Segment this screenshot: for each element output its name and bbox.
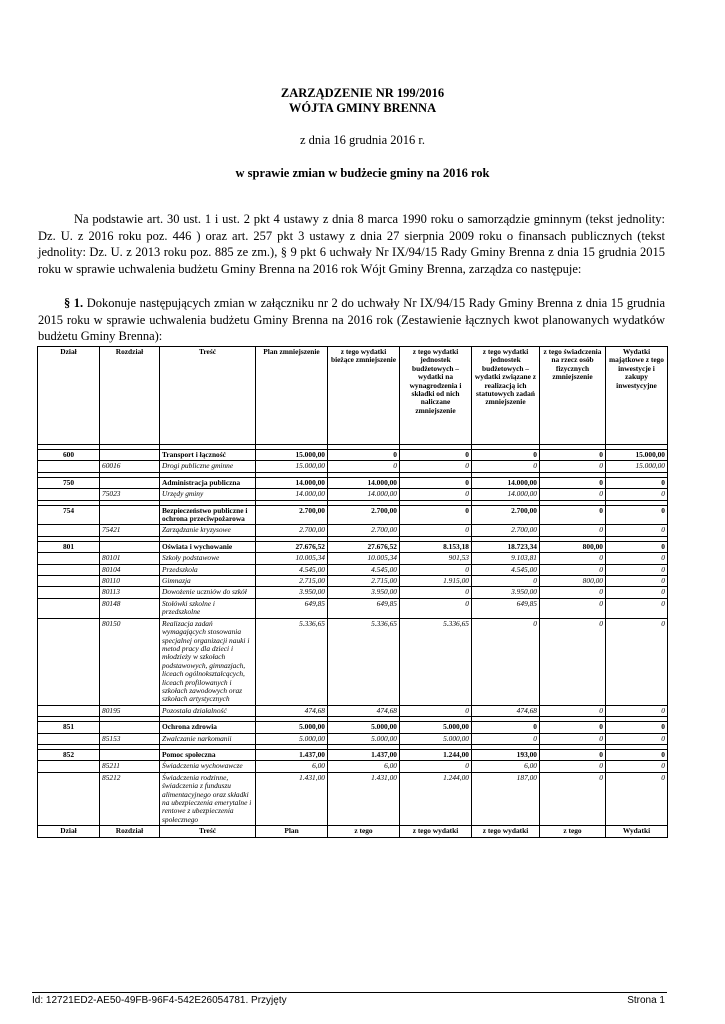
table-cell: 0 xyxy=(606,564,668,575)
table-cell: 1.244,00 xyxy=(400,749,472,760)
column-header: Dział xyxy=(38,347,100,445)
table-cell: 0 xyxy=(472,450,540,461)
table-cell: 80150 xyxy=(100,618,160,705)
table-cell: 0 xyxy=(606,598,668,618)
table-cell: 0 xyxy=(540,525,606,536)
table-cell: 0 xyxy=(472,722,540,733)
table-cell: 85211 xyxy=(100,761,160,772)
table-cell: 0 xyxy=(400,564,472,575)
table-row xyxy=(38,772,668,825)
table-cell: Stołówki szkolne i przedszkolne xyxy=(160,598,256,618)
table-cell: 800,00 xyxy=(540,541,606,552)
table-cell: 10.005,34 xyxy=(328,553,400,564)
table-cell: 2.700,00 xyxy=(256,525,328,536)
table-cell: 0 xyxy=(606,587,668,598)
table-cell: 0 xyxy=(606,541,668,552)
table-cell: 801 xyxy=(38,541,100,552)
table-cell: 0 xyxy=(328,461,400,472)
table-cell: 1.244,00 xyxy=(400,772,472,825)
table-cell xyxy=(38,576,100,587)
budget-table xyxy=(37,346,668,838)
table-cell: 5.000,00 xyxy=(400,722,472,733)
table-cell: 14.000,00 xyxy=(328,477,400,488)
table-cell xyxy=(100,722,160,733)
table-cell: 10.005,34 xyxy=(256,553,328,564)
table-cell: 750 xyxy=(38,477,100,488)
table-cell: 1.437,00 xyxy=(328,749,400,760)
table-cell: 0 xyxy=(400,525,472,536)
table-row xyxy=(38,733,668,744)
table-cell xyxy=(38,553,100,564)
table-body xyxy=(38,445,668,838)
column-header: Rozdział xyxy=(100,347,160,445)
table-cell: 0 xyxy=(540,722,606,733)
table-cell: Drogi publiczne gminne xyxy=(160,461,256,472)
table-cell: 15.000,00 xyxy=(256,450,328,461)
table-cell: 2.700,00 xyxy=(328,505,400,525)
table-cell: 0 xyxy=(606,505,668,525)
table-cell: 0 xyxy=(540,598,606,618)
table-cell: 27.676,52 xyxy=(328,541,400,552)
table-cell: 649,85 xyxy=(256,598,328,618)
table-cell: 80195 xyxy=(100,705,160,716)
table-cell: 14.000,00 xyxy=(328,489,400,500)
table-cell: 85153 xyxy=(100,733,160,744)
table-cell xyxy=(38,733,100,744)
table-cell: 0 xyxy=(606,576,668,587)
table-cell: 0 xyxy=(606,525,668,536)
table-cell: 75421 xyxy=(100,525,160,536)
table-cell xyxy=(38,618,100,705)
table-cell: 0 xyxy=(606,761,668,772)
table-cell: 15.000,00 xyxy=(256,461,328,472)
table-row xyxy=(38,450,668,461)
table-cell: 0 xyxy=(472,461,540,472)
table-cell: 1.437,00 xyxy=(256,749,328,760)
table-cell: 0 xyxy=(540,553,606,564)
table-row xyxy=(38,587,668,598)
table-footer-row xyxy=(38,826,668,837)
table-cell: 1.431,00 xyxy=(328,772,400,825)
column-header: z tego wydatki jednostek budżetowych – wydatki związane z realizacją ich statutowych zadań zmniejszenie xyxy=(472,347,540,445)
table-cell xyxy=(100,749,160,760)
table-cell: 0 xyxy=(540,618,606,705)
table-cell: 27.676,52 xyxy=(256,541,328,552)
section-1-text: Dokonuje następujących zmian w załączniku nr 2 do uchwały Nr IX/94/15 Rady Gminy Brenna z dnia 15 grudnia 2015 roku w sprawie uchwalenia budżetu Gminy Brenna na 2016 rok (Zestawienie łącznych kwot planowanych wydatków budżetu Gminy Brenna): xyxy=(38,296,666,343)
table-cell: 474,68 xyxy=(256,705,328,716)
table-cell: 0 xyxy=(540,587,606,598)
table-row xyxy=(38,505,668,525)
table-cell: 3.950,00 xyxy=(472,587,540,598)
table-cell: 0 xyxy=(606,477,668,488)
table-cell: 5.336,65 xyxy=(400,618,472,705)
footer-column-header: z tego xyxy=(540,826,606,837)
table-cell: 80101 xyxy=(100,553,160,564)
table-cell: 0 xyxy=(400,587,472,598)
table-cell: 0 xyxy=(472,733,540,744)
footer-column-header: Wydatki xyxy=(606,826,668,837)
table-row xyxy=(38,553,668,564)
column-header: Plan zmniejszenie xyxy=(256,347,328,445)
table-cell xyxy=(38,598,100,618)
table-cell: Przedszkola xyxy=(160,564,256,575)
table-cell: 0 xyxy=(400,598,472,618)
table-cell xyxy=(38,761,100,772)
column-header: Treść xyxy=(160,347,256,445)
table-row xyxy=(38,525,668,536)
table-cell: 474,68 xyxy=(472,705,540,716)
table-cell: 0 xyxy=(540,477,606,488)
table-cell: Realizacja zadań wymagających stosowania specjalnej organizacji nauki i metod pracy dla dzieci i młodzieży w szkołach podstawowych, gimnazjach, liceach ogólnokształcących, liceach profilowanych i szkołach zawodowych oraz szkołach artystycznych xyxy=(160,618,256,705)
table-cell: 6,00 xyxy=(472,761,540,772)
table-cell: 0 xyxy=(540,489,606,500)
table-cell: 0 xyxy=(606,749,668,760)
column-header: z tego świadczenia na rzecz osób fizycznych zmniejszenie xyxy=(540,347,606,445)
table-cell: 0 xyxy=(540,772,606,825)
table-cell: 80110 xyxy=(100,576,160,587)
table-cell: 0 xyxy=(540,461,606,472)
table-cell: 0 xyxy=(606,772,668,825)
table-row xyxy=(38,749,668,760)
table-cell: 5.336,65 xyxy=(256,618,328,705)
table-cell: 18.723,34 xyxy=(472,541,540,552)
table-cell: 80113 xyxy=(100,587,160,598)
table-row xyxy=(38,489,668,500)
table-cell: 600 xyxy=(38,450,100,461)
table-cell: 85212 xyxy=(100,772,160,825)
table-cell: 14.000,00 xyxy=(256,489,328,500)
table-cell xyxy=(38,705,100,716)
table-cell xyxy=(38,525,100,536)
table-cell xyxy=(100,505,160,525)
table-cell: 5.000,00 xyxy=(328,722,400,733)
table-cell: Pomoc społeczna xyxy=(160,749,256,760)
table-cell: Urzędy gminy xyxy=(160,489,256,500)
table-cell: 0 xyxy=(540,505,606,525)
table-cell: Dowożenie uczniów do szkół xyxy=(160,587,256,598)
table-cell: 0 xyxy=(400,761,472,772)
table-cell: 0 xyxy=(540,761,606,772)
table-cell: 2.700,00 xyxy=(472,525,540,536)
table-row xyxy=(38,705,668,716)
table-cell: 474,68 xyxy=(328,705,400,716)
table-cell xyxy=(38,564,100,575)
table-cell: 0 xyxy=(472,618,540,705)
table-cell: 4.545,00 xyxy=(256,564,328,575)
table-cell: 5.336,65 xyxy=(328,618,400,705)
column-header: z tego wydatki bieżące zmniejszenie xyxy=(328,347,400,445)
table-cell: 3.950,00 xyxy=(256,587,328,598)
footer-column-header: z tego xyxy=(328,826,400,837)
table-cell xyxy=(100,541,160,552)
table-cell: 0 xyxy=(400,489,472,500)
table-cell: Świadczenia wychowawcze xyxy=(160,761,256,772)
table-cell: Transport i łączność xyxy=(160,450,256,461)
table-header-row xyxy=(38,347,668,445)
table-cell: 0 xyxy=(606,722,668,733)
table-cell: 2.700,00 xyxy=(328,525,400,536)
table-cell: 0 xyxy=(400,450,472,461)
table-cell: 754 xyxy=(38,505,100,525)
table-cell: 0 xyxy=(400,477,472,488)
table-cell xyxy=(100,477,160,488)
table-cell: 0 xyxy=(540,705,606,716)
table-row xyxy=(38,576,668,587)
table-cell: 1.431,00 xyxy=(256,772,328,825)
page-number: Strona 1 xyxy=(627,995,665,1006)
table-cell: 15.000,00 xyxy=(606,461,668,472)
table-cell: 4.545,00 xyxy=(328,564,400,575)
table-cell: Pozostała działalność xyxy=(160,705,256,716)
table-cell: Administracja publiczna xyxy=(160,477,256,488)
table-cell: Gimnazja xyxy=(160,576,256,587)
section-1-paragraph xyxy=(38,295,665,345)
table-row xyxy=(38,541,668,552)
table-cell: 2.715,00 xyxy=(328,576,400,587)
table-cell: 60016 xyxy=(100,461,160,472)
footer-column-header: Plan xyxy=(256,826,328,837)
table-cell: 649,85 xyxy=(328,598,400,618)
table-cell: 0 xyxy=(540,733,606,744)
table-cell: 6,00 xyxy=(256,761,328,772)
table-cell: 9.103,81 xyxy=(472,553,540,564)
table-cell: 80148 xyxy=(100,598,160,618)
table-cell: 3.950,00 xyxy=(328,587,400,598)
table-cell: 1.915,00 xyxy=(400,576,472,587)
table-cell xyxy=(38,587,100,598)
table-cell: 80104 xyxy=(100,564,160,575)
table-cell: 187,00 xyxy=(472,772,540,825)
table-cell: 2.700,00 xyxy=(256,505,328,525)
table-cell: 5.000,00 xyxy=(256,722,328,733)
document-title: ZARZĄDZENIE NR 199/2016 xyxy=(280,86,445,100)
table-row xyxy=(38,618,668,705)
footer-column-header: Treść xyxy=(160,826,256,837)
document-issuer: WÓJTA GMINY BRENNA xyxy=(288,101,437,115)
table-cell: 0 xyxy=(472,576,540,587)
table-cell xyxy=(38,461,100,472)
column-header: z tego wydatki jednostek budżetowych – wydatki na wynagrodzenia i składki od nich naliczane zmniejszenie xyxy=(400,347,472,445)
footer-column-header: z tego wydatki xyxy=(400,826,472,837)
table-cell: 0 xyxy=(606,489,668,500)
table-cell: 901,53 xyxy=(400,553,472,564)
table-cell: 6,00 xyxy=(328,761,400,772)
table-cell: 2.700,00 xyxy=(472,505,540,525)
table-cell: 851 xyxy=(38,722,100,733)
column-header: Wydatki majątkowe z tego inwestycje i zakupy inwestycyjne xyxy=(606,347,668,445)
table-row xyxy=(38,722,668,733)
table-row xyxy=(38,761,668,772)
table-cell: 5.000,00 xyxy=(400,733,472,744)
table-cell: Zarządzanie kryzysowe xyxy=(160,525,256,536)
table-cell: 649,85 xyxy=(472,598,540,618)
table-cell: Świadczenia rodzinne, świadczenia z funduszu alimentacyjnego oraz składki na ubezpieczenia emerytalne i rentowe z ubezpieczenia społecznego xyxy=(160,772,256,825)
table-cell: 0 xyxy=(606,733,668,744)
table-row xyxy=(38,477,668,488)
table-cell: 14.000,00 xyxy=(472,477,540,488)
table-cell: 14.000,00 xyxy=(256,477,328,488)
footer-column-header: Dział xyxy=(38,826,100,837)
table-cell: 852 xyxy=(38,749,100,760)
table-cell: 2.715,00 xyxy=(256,576,328,587)
table-cell: Oświata i wychowanie xyxy=(160,541,256,552)
table-cell: 0 xyxy=(400,505,472,525)
table-cell: Ochrona zdrowia xyxy=(160,722,256,733)
table-cell: 8.153,18 xyxy=(400,541,472,552)
table-cell: 0 xyxy=(540,450,606,461)
table-cell: 0 xyxy=(606,618,668,705)
table-cell: 75023 xyxy=(100,489,160,500)
table-cell: 5.000,00 xyxy=(328,733,400,744)
table-cell: 0 xyxy=(606,553,668,564)
table-cell: Szkoły podstawowe xyxy=(160,553,256,564)
table-cell: 0 xyxy=(540,749,606,760)
table-row xyxy=(38,564,668,575)
table-cell: 15.000,00 xyxy=(606,450,668,461)
section-mark: § 1. xyxy=(64,296,84,310)
table-cell: 4.545,00 xyxy=(472,564,540,575)
table-cell: 0 xyxy=(400,461,472,472)
table-cell: 193,00 xyxy=(472,749,540,760)
document-subject: w sprawie zmian w budżecie gminy na 2016 rok xyxy=(235,166,490,180)
table-row xyxy=(38,461,668,472)
table-cell: 0 xyxy=(606,705,668,716)
table-cell: Zwalczanie narkomanii xyxy=(160,733,256,744)
table-cell xyxy=(38,489,100,500)
table-cell: 800,00 xyxy=(540,576,606,587)
document-date: z dnia 16 grudnia 2016 r. xyxy=(300,133,425,147)
document-id: Id: 12721ED2-AE50-49FB-96F4-542E26054781. Przyjęty xyxy=(32,995,287,1006)
table-cell: 5.000,00 xyxy=(256,733,328,744)
table-cell xyxy=(38,772,100,825)
table-row xyxy=(38,598,668,618)
table-cell: 0 xyxy=(400,705,472,716)
footer-column-header: z tego wydatki xyxy=(472,826,540,837)
table-cell xyxy=(100,450,160,461)
legal-basis-paragraph: Na podstawie art. 30 ust. 1 i ust. 2 pkt 4 ustawy z dnia 8 marca 1990 roku o samorządzie gminnym (tekst jednolity: Dz. U. z 2016 roku poz. 446 ) oraz art. 257 pkt 3 ustawy z dnia 27 sierpnia 2009 roku o finansach publicznych (tekst jednolity: Dz. U. z 2013 roku poz. 885 ze zm.), § 9 pkt 6 uchwały Nr IX/94/15 Rady Gminy Brenna z dnia 15 grudnia 2015 roku w sprawie uchwalenia budżetu Gminy Brenna na 2016 rok Wójt Gminy Brenna, zarządza co następuje: xyxy=(38,212,665,276)
table-cell: Bezpieczeństwo publiczne i ochrona przeciwpożarowa xyxy=(160,505,256,525)
table-cell: 0 xyxy=(328,450,400,461)
table-cell: 14.000,00 xyxy=(472,489,540,500)
footer-column-header: Rozdział xyxy=(100,826,160,837)
table-cell: 0 xyxy=(540,564,606,575)
footer-divider xyxy=(32,992,667,993)
